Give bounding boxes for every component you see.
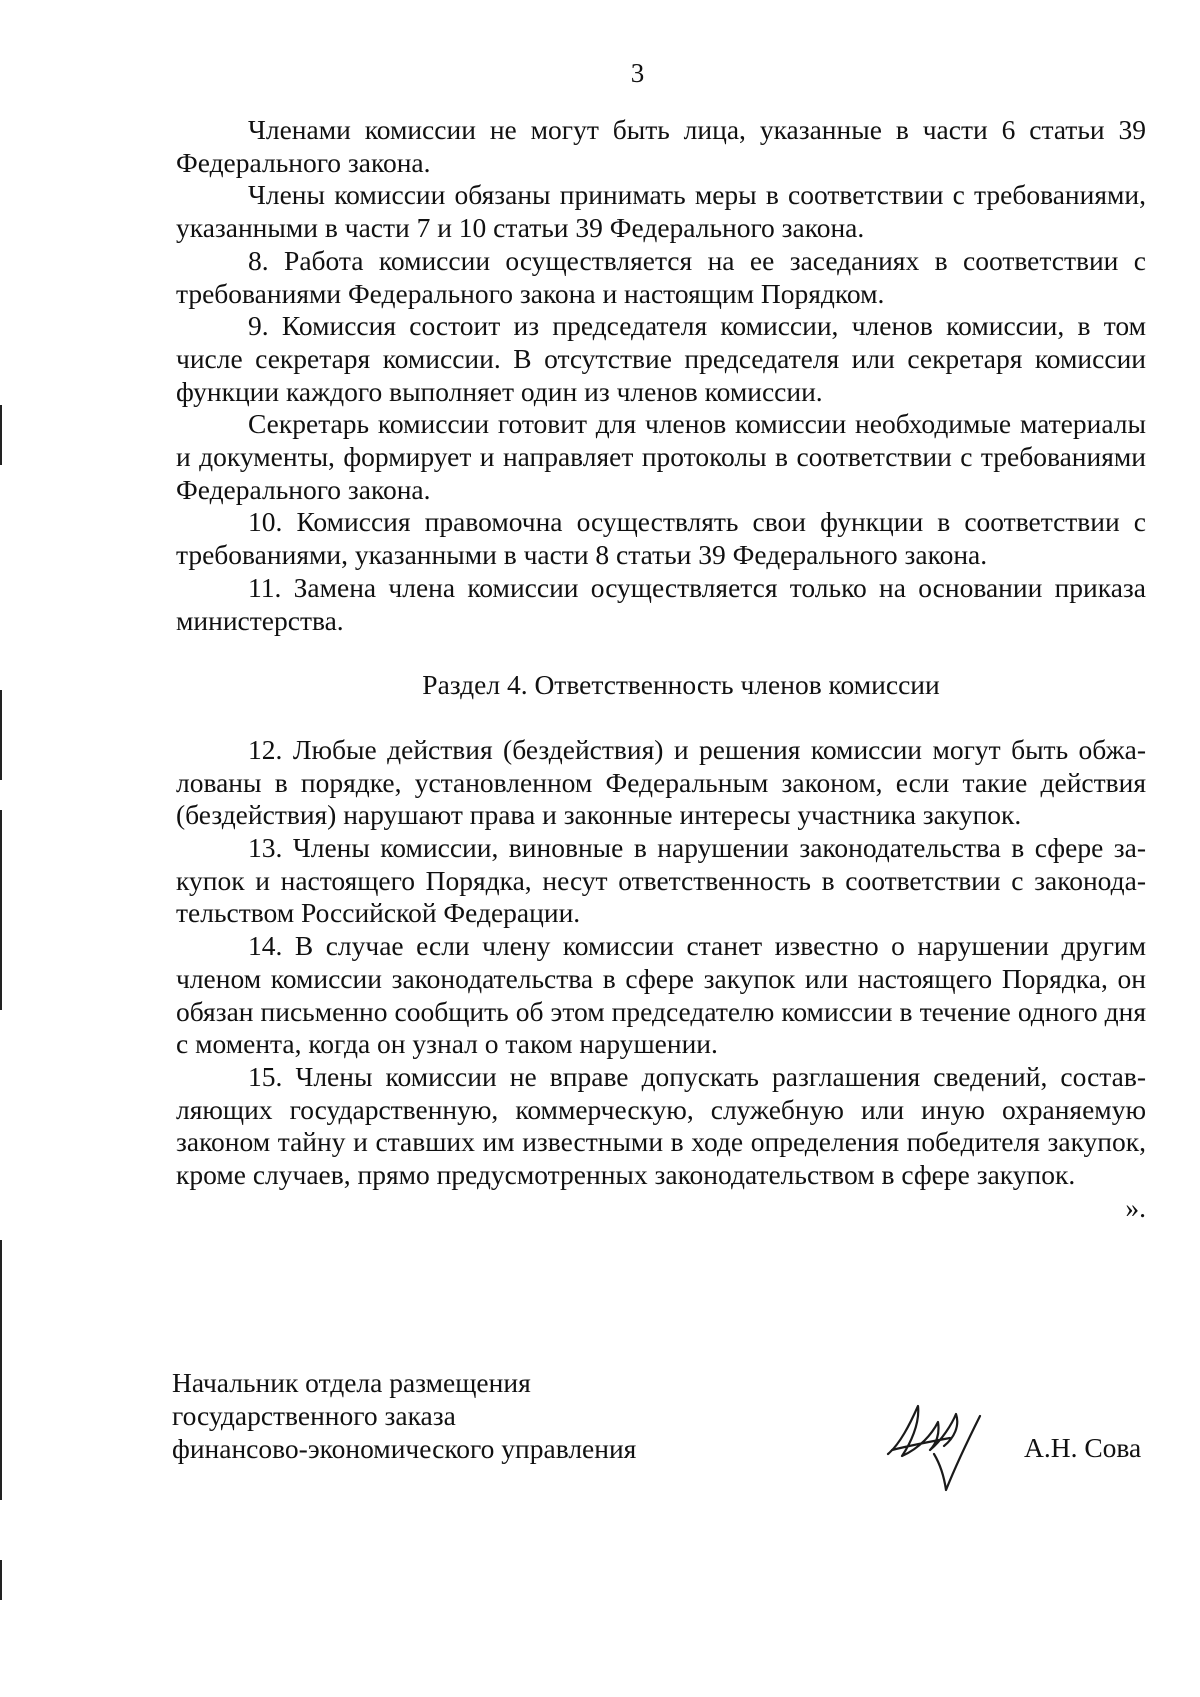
scan-margin-mark (0, 810, 2, 1010)
paragraph: 14. В случае если члену комиссии станет известно о нарушении другим членом комиссии законодательства в сфере закупок или настоящего Порядка, он обязан письменно сообщить об этом председателю комиссии в течение одного дня с момента, когда он узнал о таком нарушении. (176, 930, 1146, 1060)
signatory-position (172, 1366, 636, 1465)
section-title: Раздел 4. Ответственность членов комиссии (422, 669, 940, 701)
paragraph: 12. Любые действия (бездействия) и решения комиссии могут быть обжалованы в порядке, установленном Федеральным законом, если такие действия (бездействия) нарушают права и законные интересы участника закупок. (176, 733, 1146, 831)
paragraph: 10. Комиссия правомочна осуществлять свои функции в соответствии с требованиями, указанными в части 8 статьи 39 Федерального закона. (176, 506, 1146, 571)
paragraph: Секретарь комиссии готовит для членов комиссии необходимые материалы и документы, формирует и направляет протоколы в соответствии с требованиями Федерального закона. (176, 408, 1146, 505)
document-body (176, 114, 1146, 1225)
paragraph: 15. Члены комиссии не вправе допускать разглашения сведений, составляющих государственную, коммерческую, служебную или иную охраняемую законом тайну и ставших им известными в ходе определения победителя закупок, кроме случаев, прямо предусмотренных законодательством в сфере закупок. (176, 1060, 1146, 1191)
scan-margin-mark (0, 690, 2, 780)
paragraph: Члены комиссии обязаны принимать меры в соответствии с требованиями, указанными в части 7 и 10 статьи 39 Федерального закона. (176, 179, 1146, 244)
scan-margin-mark (0, 1560, 2, 1600)
paragraph: 8. Работа комиссии осуществляется на ее заседаниях в соответствии с требованиями Федерального закона и настоящим Порядком. (176, 244, 1146, 309)
position-line: финансово-экономического управления (172, 1433, 637, 1464)
paragraph: 13. Члены комиссии, виновные в нарушении законодательства в сфере закупок и настоящего Порядка, несут ответственность в соответствии с законодательством Российской Федерации. (176, 832, 1146, 929)
handwritten-signature-icon (880, 1394, 990, 1494)
position-line: Начальник отдела размещения (172, 1367, 531, 1398)
page-number: 3 (630, 58, 645, 88)
paragraph: 9. Комиссия состоит из председателя комиссии, членов комиссии, в том числе секретаря комиссии. В отсутствие председателя или секретаря комиссии функции каждого выполняет один из членов комиссии. (176, 310, 1146, 407)
paragraph: Членами комиссии не могут быть лица, указанные в части 6 статьи 39 Федерального закона. (176, 114, 1146, 178)
paragraph: 11. Замена члена комиссии осуществляется только на основании приказа министерства. (176, 571, 1146, 636)
closing-quote: ». (1125, 1191, 1146, 1223)
position-line: государственного заказа (172, 1400, 456, 1431)
signatory-name: А.Н. Сова (1024, 1432, 1142, 1463)
scan-margin-mark (0, 1240, 2, 1500)
scan-margin-mark (0, 405, 2, 465)
